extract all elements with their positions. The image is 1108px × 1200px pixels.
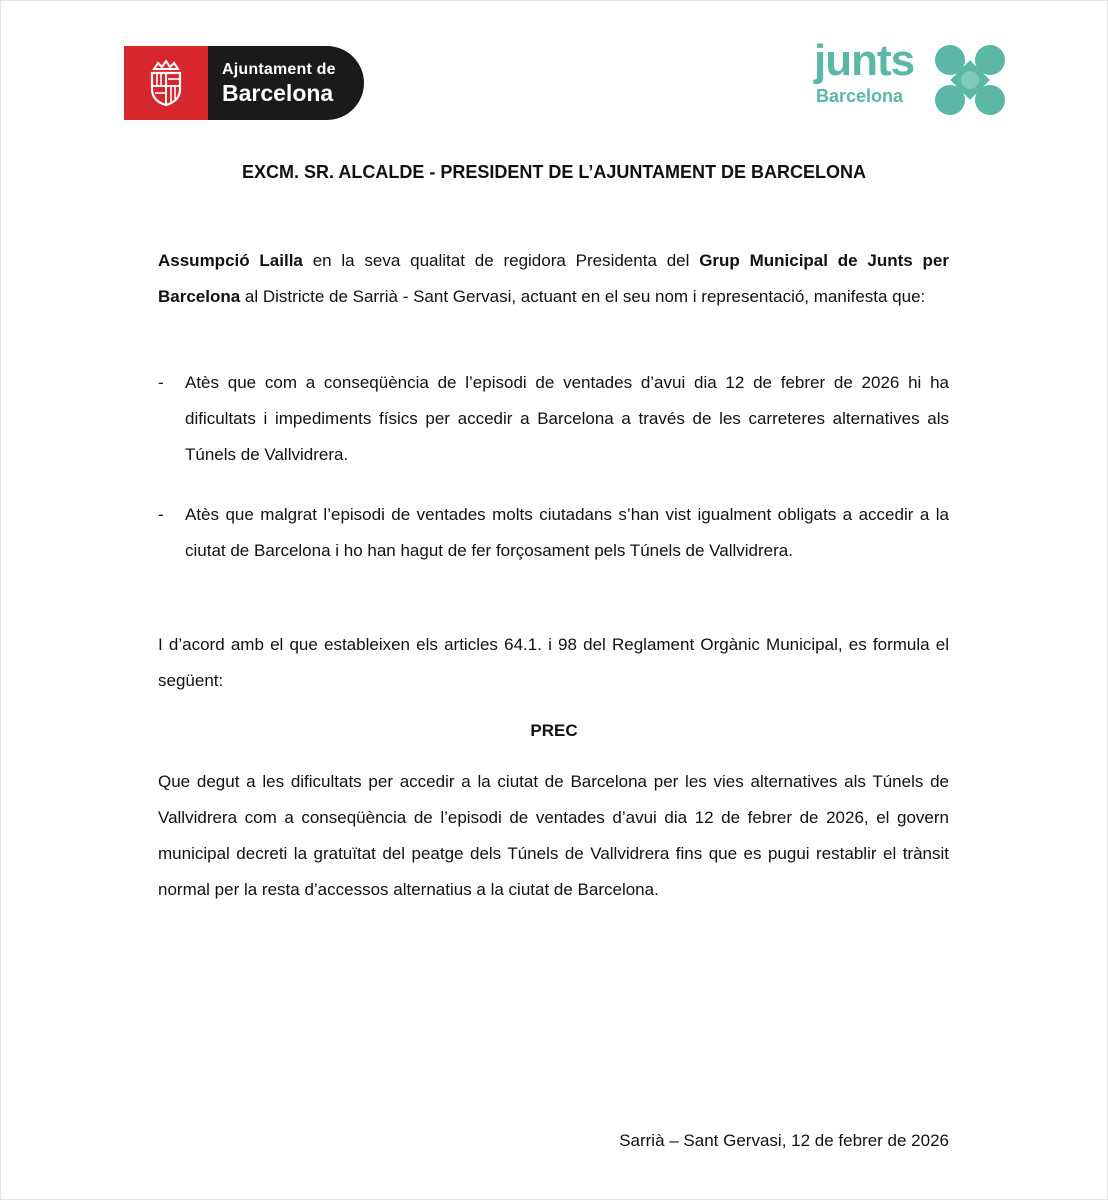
city-logo-text <box>208 46 364 120</box>
intro-text-2: al Districte de Sarrià - Sant Gervasi, actuant en el seu nom i representació, manifesta que: <box>240 287 926 306</box>
bullet-text: Atès que com a conseqüència de l’episodi de ventades d’avui dia 12 de febrer de 2026 hi ha dificultats i impediments físics per accedir a Barcelona a través de les carreteres alternatives als Túnels de Vallvidrera. <box>185 373 949 464</box>
agreement-paragraph: I d’acord amb el que estableixen els articles 64.1. i 98 del Reglament Orgànic Municipal, es formula el següent: <box>158 635 949 690</box>
ajuntament-barcelona-logo <box>124 46 364 120</box>
group-name: Grup Municipal de Junts per Barcelona <box>158 251 950 306</box>
junts-barcelona-logo <box>814 36 1009 116</box>
document-title: EXCM. SR. ALCALDE - PRESIDENT DE L’AJUNTAMENT DE BARCELONA <box>241 162 867 182</box>
bullet-text: Atès que malgrat l’episodi de ventades molts ciutadans s’han vist igualment obligats a accedir a la ciutat de Barcelona i ho han hagut de fer forçosament pels Túnels de Vallvidrera. <box>185 505 949 560</box>
author-name: Assumpció Lailla <box>158 251 303 270</box>
party-logo-city: Barcelona <box>816 86 904 106</box>
list-item <box>158 365 949 473</box>
intro-paragraph <box>158 243 949 315</box>
city-logo-line2: Barcelona <box>222 80 334 106</box>
party-logo-word: junts <box>814 36 915 85</box>
bullet-dash: - <box>158 373 164 392</box>
city-logo-line1: Ajuntament de <box>222 61 336 78</box>
city-shield-icon <box>124 46 208 120</box>
request-paragraph: Que degut a les dificultats per accedir a la ciutat de Barcelona per les vies alternatives als Túnels de Vallvidrera com a conseqüència de l’episodi de ventades d’avui dia 12 de febrer de 2026, el govern municipal decreti la gratuïtat del peatge dels Túnels de Vallvidrera fins que es pugui restablir el trànsit normal per la resta d’accessos alternatius a la ciutat de Barcelona. <box>158 772 949 899</box>
section-heading: PREC <box>530 721 578 740</box>
intro-text-1: en la seva qualitat de regidora Presidenta del <box>302 251 700 270</box>
party-cross-icon <box>934 44 1006 116</box>
signature-line: Sarrià – Sant Gervasi, 12 de febrer de 2026 <box>619 1131 949 1150</box>
bullet-dash: - <box>158 505 164 524</box>
list-item <box>158 497 949 569</box>
